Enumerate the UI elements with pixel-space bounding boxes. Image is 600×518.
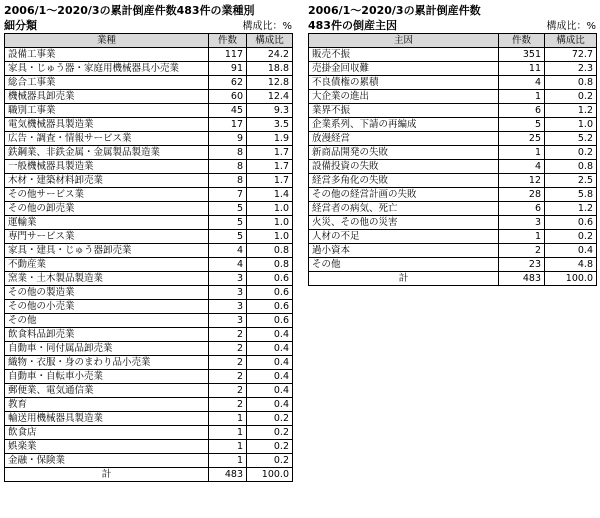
cause-name-cell: 経営者の病気、死亡 [309, 202, 499, 216]
industry-name-cell: 木材・建築材料卸売業 [5, 174, 209, 188]
cause-name-cell: 不良債権の累積 [309, 76, 499, 90]
cause-name-cell: 企業系列、下請の再編成 [309, 118, 499, 132]
industry-count-cell: 4 [209, 258, 247, 272]
industry-ratio-cell: 12.4 [247, 90, 293, 104]
cause-ratio-cell: 1.2 [545, 202, 597, 216]
industry-count-cell: 7 [209, 188, 247, 202]
cause-ratio-cell: 0.2 [545, 146, 597, 160]
cause-row [309, 104, 597, 118]
industry-row [5, 62, 293, 76]
industry-ratio-cell: 0.2 [247, 426, 293, 440]
cause-count-cell: 3 [499, 216, 545, 230]
industry-count-cell: 91 [209, 62, 247, 76]
industry-row [5, 104, 293, 118]
cause-ratio-cell: 0.2 [545, 90, 597, 104]
industry-total-ratio: 100.0 [247, 468, 293, 482]
cause-ratio-cell: 4.8 [545, 258, 597, 272]
cause-total-count: 483 [499, 272, 545, 286]
cause-name-cell: 新商品開発の失敗 [309, 146, 499, 160]
industry-row [5, 230, 293, 244]
cause-count-cell: 11 [499, 62, 545, 76]
industry-count-cell: 17 [209, 118, 247, 132]
industry-name-cell: 金融・保険業 [5, 454, 209, 468]
industry-ratio-cell: 0.2 [247, 454, 293, 468]
industry-ratio-cell: 0.4 [247, 342, 293, 356]
industry-ratio-cell: 24.2 [247, 48, 293, 62]
industry-ratio-cell: 18.8 [247, 62, 293, 76]
industry-name-cell: 家具・じゅう器・家庭用機械器具小売業 [5, 62, 209, 76]
industry-count-cell: 3 [209, 300, 247, 314]
cause-unit: 構成比：% [546, 21, 596, 32]
industry-row [5, 160, 293, 174]
industry-count-cell: 1 [209, 426, 247, 440]
cause-count-cell: 6 [499, 202, 545, 216]
cause-title-line1: 2006/1～2020/3の累計倒産件数 [308, 4, 481, 17]
cause-ratio-cell: 5.2 [545, 132, 597, 146]
industry-row [5, 202, 293, 216]
industry-count-cell: 2 [209, 328, 247, 342]
industry-title-row [4, 17, 292, 32]
industry-ratio-cell: 1.4 [247, 188, 293, 202]
industry-name-cell: 教育 [5, 398, 209, 412]
cause-count-cell: 4 [499, 160, 545, 174]
cause-title-line2: 483件の倒産主因 [308, 19, 397, 32]
industry-ratio-cell: 1.0 [247, 230, 293, 244]
industry-panel [4, 4, 292, 482]
industry-name-cell: 輸送用機械器具製造業 [5, 412, 209, 426]
cause-name-cell: 経営多角化の失敗 [309, 174, 499, 188]
cause-row [309, 244, 597, 258]
industry-count-cell: 3 [209, 286, 247, 300]
industry-ratio-cell: 1.9 [247, 132, 293, 146]
industry-count-cell: 3 [209, 314, 247, 328]
cause-ratio-cell: 5.8 [545, 188, 597, 202]
industry-row [5, 314, 293, 328]
cause-total-row [309, 272, 597, 286]
cause-title-row [308, 17, 596, 32]
cause-count-cell: 351 [499, 48, 545, 62]
industry-count-cell: 5 [209, 230, 247, 244]
cause-header-count: 件数 [499, 34, 545, 48]
industry-row [5, 328, 293, 342]
industry-name-cell: その他サービス業 [5, 188, 209, 202]
industry-ratio-cell: 0.8 [247, 258, 293, 272]
industry-count-cell: 4 [209, 244, 247, 258]
cause-count-cell: 5 [499, 118, 545, 132]
industry-name-cell: 職別工事業 [5, 104, 209, 118]
industry-count-cell: 2 [209, 370, 247, 384]
cause-ratio-cell: 0.2 [545, 230, 597, 244]
cause-name-cell: 人材の不足 [309, 230, 499, 244]
industry-count-cell: 3 [209, 272, 247, 286]
industry-row [5, 454, 293, 468]
industry-name-cell: その他の小売業 [5, 300, 209, 314]
cause-name-cell: 設備投資の失敗 [309, 160, 499, 174]
industry-header-ratio: 構成比 [247, 34, 293, 48]
cause-name-cell: 火災、その他の災害 [309, 216, 499, 230]
cause-row [309, 160, 597, 174]
industry-ratio-cell: 12.8 [247, 76, 293, 90]
cause-total-label: 計 [309, 272, 499, 286]
industry-row [5, 370, 293, 384]
industry-count-cell: 45 [209, 104, 247, 118]
industry-count-cell: 5 [209, 202, 247, 216]
cause-count-cell: 2 [499, 244, 545, 258]
cause-count-cell: 28 [499, 188, 545, 202]
cause-name-cell: 放漫経営 [309, 132, 499, 146]
industry-row [5, 272, 293, 286]
cause-table [308, 33, 597, 286]
industry-row [5, 90, 293, 104]
cause-row [309, 90, 597, 104]
industry-count-cell: 5 [209, 216, 247, 230]
industry-name-cell: その他 [5, 314, 209, 328]
cause-row [309, 230, 597, 244]
industry-header-row [5, 34, 293, 48]
cause-count-cell: 6 [499, 104, 545, 118]
industry-row [5, 188, 293, 202]
industry-name-cell: 機械器具卸売業 [5, 90, 209, 104]
industry-name-cell: 広告・調査・情報サービス業 [5, 132, 209, 146]
industry-ratio-cell: 1.0 [247, 202, 293, 216]
cause-row [309, 188, 597, 202]
industry-row [5, 440, 293, 454]
industry-ratio-cell: 0.2 [247, 412, 293, 426]
industry-row [5, 426, 293, 440]
cause-name-cell: 売掛金回収難 [309, 62, 499, 76]
industry-count-cell: 2 [209, 384, 247, 398]
industry-row [5, 48, 293, 62]
industry-row [5, 384, 293, 398]
industry-count-cell: 117 [209, 48, 247, 62]
cause-name-cell: その他 [309, 258, 499, 272]
industry-row [5, 286, 293, 300]
industry-count-cell: 2 [209, 398, 247, 412]
industry-ratio-cell: 0.6 [247, 286, 293, 300]
industry-name-cell: 家具・建具・じゅう器卸売業 [5, 244, 209, 258]
industry-total-label: 計 [5, 468, 209, 482]
industry-total-row [5, 468, 293, 482]
cause-count-cell: 12 [499, 174, 545, 188]
cause-row [309, 202, 597, 216]
industry-header-count: 件数 [209, 34, 247, 48]
industry-ratio-cell: 0.4 [247, 328, 293, 342]
industry-ratio-cell: 1.7 [247, 174, 293, 188]
cause-row [309, 258, 597, 272]
industry-row [5, 174, 293, 188]
industry-count-cell: 2 [209, 342, 247, 356]
industry-ratio-cell: 0.4 [247, 398, 293, 412]
cause-count-cell: 1 [499, 90, 545, 104]
industry-name-cell: 電気機械器具製造業 [5, 118, 209, 132]
industry-count-cell: 8 [209, 160, 247, 174]
cause-header-ratio: 構成比 [545, 34, 597, 48]
industry-row [5, 76, 293, 90]
industry-ratio-cell: 0.6 [247, 300, 293, 314]
industry-header-name: 業種 [5, 34, 209, 48]
industry-ratio-cell: 9.3 [247, 104, 293, 118]
industry-total-count: 483 [209, 468, 247, 482]
industry-row [5, 356, 293, 370]
industry-ratio-cell: 0.6 [247, 314, 293, 328]
cause-row [309, 62, 597, 76]
industry-count-cell: 8 [209, 174, 247, 188]
industry-table [4, 33, 293, 482]
industry-name-cell: 織物・衣服・身のまわり品小売業 [5, 356, 209, 370]
industry-name-cell: 運輸業 [5, 216, 209, 230]
industry-name-cell: その他の製造業 [5, 286, 209, 300]
cause-ratio-cell: 0.6 [545, 216, 597, 230]
cause-row [309, 48, 597, 62]
cause-ratio-cell: 0.8 [545, 76, 597, 90]
cause-ratio-cell: 0.8 [545, 160, 597, 174]
industry-count-cell: 1 [209, 440, 247, 454]
industry-unit: 構成比：% [242, 21, 292, 32]
industry-name-cell: 専門サービス業 [5, 230, 209, 244]
industry-ratio-cell: 0.4 [247, 370, 293, 384]
industry-name-cell: 不動産業 [5, 258, 209, 272]
cause-row [309, 76, 597, 90]
cause-count-cell: 1 [499, 146, 545, 160]
cause-ratio-cell: 1.2 [545, 104, 597, 118]
industry-ratio-cell: 0.4 [247, 356, 293, 370]
cause-name-cell: 過小資本 [309, 244, 499, 258]
industry-row [5, 216, 293, 230]
cause-count-cell: 23 [499, 258, 545, 272]
cause-count-cell: 25 [499, 132, 545, 146]
industry-row [5, 118, 293, 132]
industry-row [5, 244, 293, 258]
industry-name-cell: 一般機械器具製造業 [5, 160, 209, 174]
cause-ratio-cell: 0.4 [545, 244, 597, 258]
industry-count-cell: 8 [209, 146, 247, 160]
industry-name-cell: 郵便業、電気通信業 [5, 384, 209, 398]
industry-row [5, 342, 293, 356]
industry-count-cell: 1 [209, 454, 247, 468]
cause-ratio-cell: 72.7 [545, 48, 597, 62]
industry-title-line1: 2006/1～2020/3の累計倒産件数483件の業種別 [4, 4, 255, 17]
industry-row [5, 412, 293, 426]
cause-row [309, 216, 597, 230]
cause-header-row [309, 34, 597, 48]
cause-row [309, 118, 597, 132]
industry-count-cell: 9 [209, 132, 247, 146]
cause-ratio-cell: 1.0 [545, 118, 597, 132]
cause-row [309, 132, 597, 146]
industry-row [5, 132, 293, 146]
industry-ratio-cell: 0.2 [247, 440, 293, 454]
industry-name-cell: 設備工事業 [5, 48, 209, 62]
cause-ratio-cell: 2.5 [545, 174, 597, 188]
industry-count-cell: 60 [209, 90, 247, 104]
cause-ratio-cell: 2.3 [545, 62, 597, 76]
cause-name-cell: 大企業の進出 [309, 90, 499, 104]
industry-name-cell: 娯楽業 [5, 440, 209, 454]
industry-ratio-cell: 1.0 [247, 216, 293, 230]
industry-ratio-cell: 3.5 [247, 118, 293, 132]
cause-header-name: 主因 [309, 34, 499, 48]
cause-row [309, 146, 597, 160]
industry-row [5, 258, 293, 272]
industry-row [5, 146, 293, 160]
industry-count-cell: 62 [209, 76, 247, 90]
industry-title-line2: 細分類 [4, 19, 37, 32]
industry-name-cell: 飲食料品卸売業 [5, 328, 209, 342]
cause-total-ratio: 100.0 [545, 272, 597, 286]
industry-ratio-cell: 1.7 [247, 160, 293, 174]
cause-count-cell: 4 [499, 76, 545, 90]
industry-name-cell: 窯業・土木製品製造業 [5, 272, 209, 286]
industry-count-cell: 2 [209, 356, 247, 370]
industry-name-cell: 鉄鋼業、非鉄金属・金属製品製造業 [5, 146, 209, 160]
industry-ratio-cell: 0.4 [247, 384, 293, 398]
cause-row [309, 174, 597, 188]
cause-name-cell: 業界不振 [309, 104, 499, 118]
industry-count-cell: 1 [209, 412, 247, 426]
cause-count-cell: 1 [499, 230, 545, 244]
industry-name-cell: 飲食店 [5, 426, 209, 440]
industry-row [5, 300, 293, 314]
industry-name-cell: その他の卸売業 [5, 202, 209, 216]
industry-ratio-cell: 0.8 [247, 244, 293, 258]
industry-ratio-cell: 0.6 [247, 272, 293, 286]
industry-name-cell: 自動車・同付属品卸売業 [5, 342, 209, 356]
cause-name-cell: 販売不振 [309, 48, 499, 62]
industry-name-cell: 自動車・自転車小売業 [5, 370, 209, 384]
industry-ratio-cell: 1.7 [247, 146, 293, 160]
cause-name-cell: その他の経営計画の失敗 [309, 188, 499, 202]
industry-name-cell: 総合工事業 [5, 76, 209, 90]
cause-panel [308, 4, 596, 286]
industry-row [5, 398, 293, 412]
